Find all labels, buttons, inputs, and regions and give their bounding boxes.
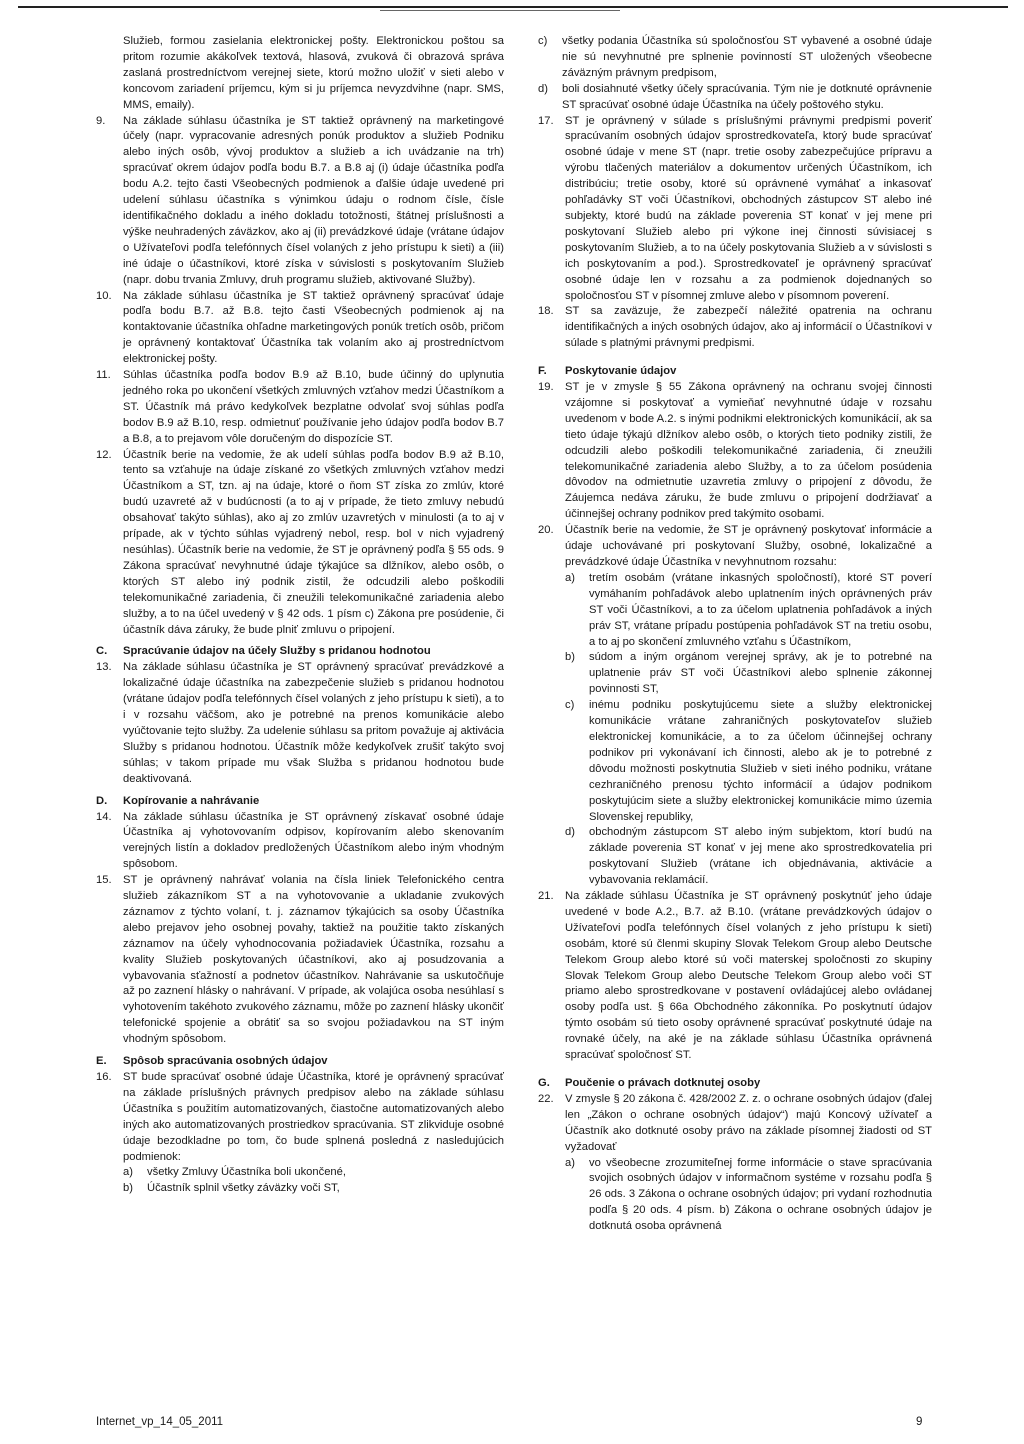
- clause-22-body: V zmysle § 20 zákona č. 428/2002 Z. z. o ochrane osobných údajov (ďalej len „Zákon o ochrane osobných údajov“) majú Koncový užívateľ a Účastník ako dotknuté osoby právo na základe písomnej žiadosti od ST vyžadovať: [565, 1092, 932, 1153]
- clause-16: [96, 1070, 504, 1197]
- clause-number: 19.: [538, 381, 554, 394]
- section-heading-f: [538, 364, 932, 380]
- section-title: Kopírovanie a nahrávanie: [123, 794, 260, 807]
- clause-16-item-c: [538, 34, 932, 82]
- item-letter: d): [538, 82, 548, 95]
- clause-19: [538, 380, 932, 523]
- item-letter: a): [565, 1156, 575, 1169]
- clause-18: [538, 304, 932, 352]
- clause-text: ST je oprávnený nahrávať volania na čísla liniek Telefonického centra služieb zákazníkom ST a na vyhotovovanie a ukladanie zvukových záznamov z týchto volaní, t. j. záznamov týkajúcich sa osoby Účastníka alebo prejavov jeho osobnej povahy, taktiež na použitie takto získaných záznamov na účely vyhodnocovania požiadaviek Účastníka, rozsahu a kvality Služieb poskytovaných účastníkovi, ako aj posudzovania a vybavovania sťažností a podnetov účastníkov. Nahrávanie sa uskutočňuje až po zaznení hlásky o nahrávaní. V prípade, ak volajúca osoba nesúhlasí s vyhotovením takéhoto zvukového záznamu, môže po zaznení hlásky ukončiť telefonické spojenie a obrátiť sa so svojou požiadavkou na ST iným vhodným spôsobom.: [123, 874, 504, 1046]
- section-heading-d: [96, 794, 504, 810]
- intro-paragraph: Služieb, formou zasielania elektronickej pošty. Elektronickou poštou sa pritom rozumie akákoľvek textová, hlasová, zvuková či obrazová správa zaslaná prostredníctvom verejnej siete, ktorú možno uložiť v sieti alebo v koncovom zariadení príjemcu, kým si ju príjemca nevyzdvihne (napr. SMS, MMS, emaily).: [123, 35, 504, 111]
- clause-text: Súhlas účastníka podľa bodov B.9 až B.10, bude účinný do uplynutia jedného roka po ukončení všetkých zmluvných vzťahov medzi Účastníkom a ST. Účastník má právo kedykoľvek bezplatne odvolať svoj súhlas podľa bodov B.9 až B.10, resp. odmietnuť používanie jeho údajov podľa bodov B.7 a B.8, a to prejavom vôle doručeným do dispozície ST.: [123, 369, 504, 445]
- clause-20-item-b: [565, 650, 932, 698]
- clause-17: [538, 114, 932, 305]
- clause-number: 13.: [96, 661, 112, 674]
- clause-text: Na základe súhlasu účastníka je ST taktiež oprávnený spracúvať údaje podľa bodu B.7. až B.8. tejto časti Všeobecných podmienok aj na kontaktovanie účastníka ohľadne marketingových ponúk tretích osôb, pričom je oprávnený kontaktovať Účastníka tak volaním ako aj prostredníctvom elektronickej pošty.: [123, 289, 504, 366]
- section-letter: D.: [96, 794, 108, 807]
- section-letter: G.: [538, 1077, 550, 1089]
- clause-20-item-a: [565, 571, 932, 651]
- item-text: tretím osobám (vrátane inkasných spoločností), ktoré ST poverí vymáhaním pohľadávok alebo uplatnením iných oprávnených práv ST voči Účastníkovi, a to za účelom uplatnenia pohľadávok a iných práv ST, vrátane prípadu postúpenia pohľadávok ST na tretiu osobu, a to aj po skončení zmluvného vzťahu s Účastníkom,: [589, 571, 932, 648]
- clause-16-item-a: [123, 1165, 504, 1181]
- clause-20-body: Účastník berie na vedomie, že ST je oprávnený poskytovať informácie a údaje uchovávané pri poskytovaní Služby, osobné, lokalizačné a prevádzkové údaje Účastníka v nevyhnutnom rozsahu:: [565, 524, 932, 568]
- item-text: všetky Zmluvy Účastníka boli ukončené,: [147, 1166, 346, 1179]
- right-column: [538, 34, 932, 1235]
- section-heading-g: [538, 1076, 932, 1092]
- clause-text: [123, 1070, 504, 1197]
- clause-text: ST je v zmysle § 55 Zákona oprávnený na ochranu svojej činnosti vzájomne si poskytovať a vymieňať nevyhnutné údaje v rozsahu uvedenom v bode A.2. s inými podnikmi elektronických komunikácií, ak sa tieto údaje týkajú dlžníkov alebo osôb, o ktorých tieto podniky zistili, že odcudzili alebo poškodili telekomunikačné zariadenia, či zneužili telekomunikačné zariadenia alebo Služby, a to za účelom posúdenia dôvodov na odmietnutie uzavretia zmluvy o pripojení z dôvodu, že Záujemca nedáva záruku, že bude zmluvu o pripojení dodržiavať a účinnejšej ochrany podnikov pred takýmito osobami.: [565, 381, 932, 521]
- spacer: [538, 352, 932, 358]
- clause-9: [96, 114, 504, 289]
- item-text: inému podniku poskytujúcemu siete a služby elektronickej komunikácie vrátane zahraničných poskytovateľov služieb elektronickej komunikácie, a to za účelom účinnejšej ochrany podnikov pri vykonávaní ich činnosti, alebo ak je to potrebné z dôvodu možnosti poskytnutia Služieb v sieti iného podniku, vrátane cezhraničného prenosu týchto informácií a údajov podnikom poskytujúcim siete a služby elektronickej komunikácie mimo územia Slovenskej republiky,: [589, 699, 932, 823]
- section-heading-e: [96, 1054, 504, 1070]
- section-letter: E.: [96, 1055, 107, 1068]
- clause-20: [538, 523, 932, 889]
- item-text: všetky podania Účastníka sú spoločnosťou ST vybavené a osobné údaje nie sú nevyhnutné pre splnenie povinností ST uložených všeobecne záväzným právnym predpisom,: [562, 35, 932, 79]
- clause-14: [96, 810, 504, 874]
- item-text: súdom a iným orgánom verejnej správy, ak je to potrebné na uplatnenie práv ST voči Účastníkovi alebo splnenie zákonnej povinnosti ST,: [589, 651, 932, 696]
- clause-text: Na základe súhlasu účastníka je ST oprávnený spracúvať prevádzkové a lokalizačné údaje účastníka na zabezpečenie služieb s pridanou hodnotou (vrátane údajov podľa telefónnych čísel volaných z jeho prístupu k sieti), a to i v rozsahu väčšom, ako je potrebné na prenos komunikácie alebo vyúčtovanie tejto služby. Za udelenie súhlasu sa pritom považuje aj aktivácia Služby s pridanou hodnotou. Účastník môže kedykoľvek zrušiť takýto svoj súhlas; v takom prípade mu však Služba s pridanou hodnotou bude deaktivovaná.: [123, 661, 504, 785]
- clause-20-item-c: [565, 698, 932, 825]
- item-text: Účastník splnil všetky záväzky voči ST,: [147, 1182, 340, 1195]
- spacer: [538, 1064, 932, 1070]
- item-letter: c): [565, 699, 575, 712]
- clause-22-item-a: [565, 1156, 932, 1236]
- clause-text: Na základe súhlasu účastníka je ST taktiež oprávnený na marketingové účely (napr. vypracovanie adresných ponúk produktov a služieb Podniku alebo iných osôb, vývoj produktov a služieb a ich uvádzanie na trh) spracúvať okrem údajov podľa bodu B.7. a B.8 aj (i) údaje účastníka podľa bodu A.2. tejto časti Všeobecných podmienok a ďalšie údaje uvedené pri udelení súhlasu účastníka s výnimkou údaju o rodnom čísle, čísle identifikačného dokladu a iného dokladu totožnosti, štátnej príslušnosti a výške neuhradených záväzkov, ako aj (ii) prevádzkové údaje (vrátane údajov o Užívateľovi podľa telefónnych čísel volaných z jeho prístupu k sieti) a (iii) iné údaje o účastníkovi, ktoré získa v súvislosti s poskytovaním Služieb (napr. dobu trvania Zmluvy, druh programu služieb, aktivované Služby).: [123, 114, 504, 286]
- clause-number: 20.: [538, 524, 554, 537]
- item-letter: d): [565, 826, 575, 839]
- section-title: Poskytovanie údajov: [565, 365, 677, 378]
- section-title: Spracúvanie údajov na účely Služby s pridanou hodnotou: [123, 645, 431, 658]
- section-letter: F.: [538, 365, 547, 378]
- clause-16-body: ST bude spracúvať osobné údaje Účastníka, ktoré je oprávnený spracúvať na základe príslušných právnych predpisov alebo na základe súhlasu Účastníka s použitím automatizovaných, čiastočne automatizovaných alebo iných ako automatizovaných prostriedkov spracúvania. ST zlikviduje osobné údaje bezodkladne po tom, čo bude splnená posledná z nasledujúcich podmienok:: [123, 1071, 504, 1163]
- top-rule-secondary: [380, 10, 620, 11]
- section-letter: C.: [96, 645, 108, 658]
- clause-22: [538, 1092, 932, 1235]
- clause-10: [96, 289, 504, 369]
- clause-11: [96, 368, 504, 448]
- clause-text: ST je oprávnený v súlade s príslušnými právnymi predpismi poveriť spracúvaním osobných údajov sprostredkovateľa, ktorý bude spracúvať osobné údaje v mene ST (napr. tretie osoby zabezpečujúce prípravu a výrobu tlačených materiálov a dokumentov určených Účastníkom, ich distribúciu; tretie osoby, ktoré sú oprávnené vymáhať a inkasovať pohľadávky ST voči Účastníkovi, obchodných zástupcov ST alebo iné subjekty, ktoré budú na základe poverenia ST konať v jej mene pri poskytovaní Služieb alebo pri výkone inej činnosti súvisiacej s poskytovaním Služieb, a to na účely poskytovania Služieb a v súvislosti s ich poskytovaním a pod.). Sprostredkovateľ je oprávnený spracúvať osobné údaje len v rozsahu a za podmienok dojednaných so spoločnosťou ST v písomnej zmluve alebo v písomnom poverení.: [565, 114, 932, 302]
- item-text: boli dosiahnuté všetky účely spracúvania. Tým nie je dotknuté oprávnenie ST spracúvať osobné údaje Účastníka na účely poštového styku.: [562, 82, 932, 111]
- clause-text: Na základe súhlasu účastníka je ST oprávnený získavať osobné údaje Účastníka aj vyhotovovaním odpisov, kopírovaním alebo skenovaním verejných listín a dokladov predložených Účastníkom alebo iným vhodným spôsobom.: [123, 810, 504, 871]
- clause-number: 11.: [96, 369, 111, 382]
- clause-text: [565, 1092, 932, 1235]
- item-letter: c): [538, 35, 548, 47]
- clause-number: 21.: [538, 890, 554, 903]
- item-letter: a): [565, 571, 575, 584]
- clause-16-item-b: [123, 1181, 504, 1197]
- clause-13: [96, 660, 504, 787]
- top-rule: [18, 6, 1008, 8]
- clause-number: 10.: [96, 289, 112, 302]
- clause-15: [96, 873, 504, 1048]
- footer-document-id: Internet_vp_14_05_2011: [96, 1416, 224, 1428]
- clause-number: 18.: [538, 305, 554, 318]
- clause-number: 9.: [96, 114, 106, 127]
- clause-number: 12.: [96, 448, 112, 461]
- item-letter: b): [123, 1182, 133, 1195]
- clause-number: 17.: [538, 114, 554, 127]
- left-column: [96, 34, 504, 1197]
- clause-text: Účastník berie na vedomie, že ak udelí súhlas podľa bodov B.9 až B.10, tento sa vzťahuje na údaje získané zo všetkých zmluvných vzťahov medzi Účastníkom a ST, tzn. aj na údaje, ktoré o ňom ST získa zo zmlúv, ktoré budú uzavreté až v budúcnosti (a to aj v prípade, že tieto zmluvy nebudú obsahovať takýto súhlas), ako aj zo zmlúv uzavretých v minulosti (a to aj v prípade, ak v týchto súhlas vyjadrený nebol, resp. bol v nich vyjadrený nesúhlas). Účastník berie na vedomie, že ST je oprávnený podľa § 55 ods. 9 Zákona spracúvať nevyhnutné údaje týkajúce sa dlžníkov, alebo osôb, o ktorých ST alebo iný podnik zistil, že odcudzili alebo poškodili telekomunikačné zariadenia, či zneužili telekomunikačné zariadenia alebo služby, a to na účel uvedený v § 42 ods. 1 písm c) Zákona pre posúdenie, či účastník dáva záruky, že bude plniť zmluvu o pripojení.: [123, 448, 504, 636]
- clause-text: Na základe súhlasu Účastníka je ST oprávnený poskytnúť jeho údaje uvedené v bode A.2., B.7. až B.10. (vrátane prevádzkových údajov o Užívateľovi podľa telefónnych čísel volaných z jeho prístupu k sieti) osobám, ktoré sú členmi skupiny Slovak Telekom Group alebo Deutsche Telekom Group alebo ktoré sú voči materskej spoločnosti zo skupiny Slovak Telekom Group alebo Deutsche Telekom Group alebo voči ST priamo alebo sprostredkovane v postavení ovládajúcej alebo ovládanej osoby podľa ust. § 66a Obchodného zákonníka. Po poskytnutí údajov týmto osobám sú tieto osoby oprávnené spracúvať poskytnuté údaje na rovnaké účely, na aké je na základe súhlasu Účastníka oprávnená spracúvať spoločnosť ST.: [565, 890, 932, 1062]
- item-letter: a): [123, 1166, 133, 1179]
- clause-21: [538, 889, 932, 1064]
- clause-number: 14.: [96, 810, 112, 823]
- clause-number: 16.: [96, 1071, 112, 1083]
- item-letter: b): [565, 651, 575, 664]
- item-text: obchodným zástupcom ST alebo iným subjektom, ktorí budú na základe poverenia ST konať v jej mene ako sprostredkovatelia pri poskytovaní Služieb (vrátane ich objednávania, aktivácie a vybavovania reklamácií.: [589, 826, 932, 887]
- section-title: Spôsob spracúvania osobných údajov: [123, 1055, 328, 1068]
- clause-number: 15.: [96, 874, 112, 887]
- item-text: vo všeobecne zrozumiteľnej forme informácie o stave spracúvania svojich osobných údajov v informačnom systéme v rozsahu podľa § 26 ods. 3 Zákona o ochrane osobných údajov; pri vydaní rozhodnutia podľa § 20 ods. 4 písm. b) Zákona o ochrane osobných údajov je dotknutá osoba oprávnená: [589, 1156, 932, 1233]
- clause-16-item-d: [538, 82, 932, 114]
- clause-20-item-d: [565, 825, 932, 889]
- section-title: Poučenie o právach dotknutej osoby: [565, 1077, 761, 1089]
- clause-number: 22.: [538, 1092, 554, 1105]
- section-heading-c: [96, 644, 504, 660]
- clause-12: [96, 448, 504, 639]
- footer-page-number: 9: [916, 1416, 923, 1428]
- clause-text: [565, 523, 932, 889]
- clause-text: ST sa zaväzuje, že zabezpečí náležité opatrenia na ochranu identifikačných a iných osobných údajov, ako aj informácií o Účastníkovi v súlade s platnými právnymi predpismi.: [565, 305, 932, 350]
